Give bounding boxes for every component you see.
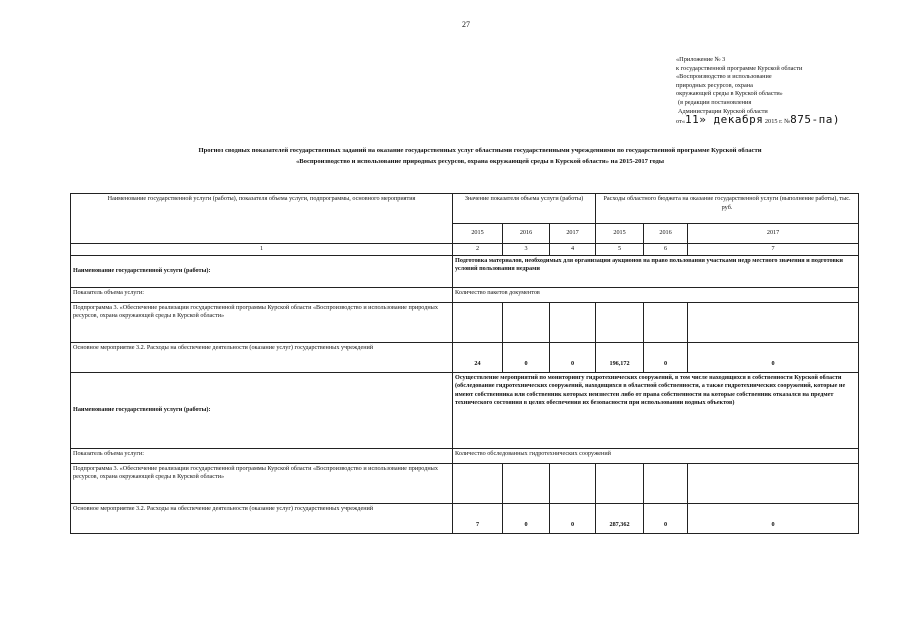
- service-label: Наименование государственной услуги (работы):: [71, 372, 453, 448]
- empty-cell: [503, 463, 550, 503]
- value-cell: 0: [644, 503, 688, 533]
- subprogram-row: [71, 302, 859, 342]
- appendix-line: к государственной программе Курской области: [676, 64, 803, 72]
- appendix-line: (в редакции постановления: [678, 98, 752, 106]
- column-number: 7: [688, 244, 859, 256]
- value-cell: 196,172: [596, 342, 644, 372]
- column-number: 6: [644, 244, 688, 256]
- appendix-line: «Приложение № 3: [676, 56, 726, 63]
- decree-number: 875-па): [790, 113, 840, 127]
- value-cell: 0: [688, 503, 859, 533]
- empty-cell: [550, 463, 596, 503]
- column-number: 3: [503, 244, 550, 256]
- empty-cell: [644, 463, 688, 503]
- service-text: Подготовка материалов, необходимых для организации аукционов на право пользования участками недр местного значения и подготовки условий пользования недрами: [453, 255, 859, 287]
- header-budget: Расходы областного бюджета на оказание государственной услуги (выполнение работы), тыс. руб.: [596, 194, 859, 224]
- indicator-text: Количество пакетов документов: [453, 287, 859, 302]
- value-cell: 0: [688, 342, 859, 372]
- date-month: » декабря: [699, 113, 764, 127]
- document-title: [60, 145, 900, 167]
- value-cell: 0: [550, 503, 596, 533]
- header-service-name: Наименование государственной услуги (работы), показателя объема услуги, подпрограммы, основного мероприятия: [71, 194, 453, 244]
- subprogram-text: Подпрограмма 3. «Обеспечение реализации государственной программы Курской области «Воспроизводство и использование природных ресурсов, охрана окружающей среды в Курской области»: [71, 463, 453, 503]
- column-number: 5: [596, 244, 644, 256]
- service-row: [71, 255, 859, 287]
- measure-row: [71, 342, 859, 372]
- header-volume: Значение показателя объема услуги (работы): [453, 194, 596, 224]
- year-cell: 2017: [688, 224, 859, 244]
- subprogram-row: [71, 463, 859, 503]
- service-text: Осуществление мероприятий по мониторингу гидротехнических сооружений, в том числе находящихся в собственности Курской области (обследование гидротехнических сооружений, находящихся в областной собственности, а также гидротехнических сооружений, которые не имеют собственника или собственник которых неизвестен либо от права собственности на которые собственник отказался на предмет технического состояния в целях обеспечения их безопасности при использовании водных объектов): [453, 372, 859, 448]
- empty-cell: [503, 302, 550, 342]
- year-cell: 2015: [596, 224, 644, 244]
- year-cell: 2016: [644, 224, 688, 244]
- empty-cell: [453, 302, 503, 342]
- indicator-label: Показатель объема услуги:: [71, 287, 453, 302]
- value-cell: 24: [453, 342, 503, 372]
- empty-cell: [688, 463, 859, 503]
- value-cell: 287,362: [596, 503, 644, 533]
- date-year: 2015 г. №: [764, 118, 791, 126]
- column-number: 4: [550, 244, 596, 256]
- indicator-row: [71, 448, 859, 463]
- appendix-line: Администрации Курской области: [678, 107, 768, 115]
- service-row: [71, 372, 859, 448]
- value-cell: 7: [453, 503, 503, 533]
- empty-cell: [596, 302, 644, 342]
- forecast-table: [70, 193, 859, 534]
- page-number: 27: [462, 20, 470, 29]
- year-cell: 2017: [550, 224, 596, 244]
- year-cell: 2016: [503, 224, 550, 244]
- indicator-row: [71, 287, 859, 302]
- appendix-note: [676, 56, 896, 127]
- column-number: 2: [453, 244, 503, 256]
- measure-row: [71, 503, 859, 533]
- indicator-label: Показатель объема услуги:: [71, 448, 453, 463]
- measure-text: Основное мероприятие 3.2. Расходы на обеспечение деятельности (оказание услуг) государственных учреждений: [71, 503, 453, 533]
- empty-cell: [688, 302, 859, 342]
- column-number: 1: [71, 244, 453, 256]
- header-row: [71, 194, 859, 224]
- service-label: Наименование государственной услуги (работы):: [71, 255, 453, 287]
- indicator-text: Количество обследованных гидротехнических сооружений: [453, 448, 859, 463]
- appendix-line: природных ресурсов, охрана: [676, 81, 753, 89]
- column-number-row: [71, 244, 859, 256]
- subprogram-text: Подпрограмма 3. «Обеспечение реализации государственной программы Курской области «Воспроизводство и использование природных ресурсов, охрана окружающей среды в Курской области»: [71, 302, 453, 342]
- year-cell: 2015: [453, 224, 503, 244]
- appendix-line: «Воспроизводство и использование: [676, 73, 772, 81]
- title-line-1: Прогноз сводных показателей государственных заданий на оказание государственных услуг областными государственными учреждениями по государственной программе Курской области: [198, 147, 762, 154]
- empty-cell: [453, 463, 503, 503]
- empty-cell: [596, 463, 644, 503]
- appendix-line: окружающей среды в Курской области»: [676, 90, 783, 98]
- measure-text: Основное мероприятие 3.2. Расходы на обеспечение деятельности (оказание услуг) государственных учреждений: [71, 342, 453, 372]
- date-day: 11: [684, 113, 700, 127]
- value-cell: 0: [550, 342, 596, 372]
- appendix-date: [676, 113, 896, 127]
- empty-cell: [644, 302, 688, 342]
- value-cell: 0: [644, 342, 688, 372]
- empty-cell: [550, 302, 596, 342]
- value-cell: 0: [503, 503, 550, 533]
- value-cell: 0: [503, 342, 550, 372]
- date-prefix: от«: [676, 118, 685, 126]
- title-line-2: «Воспроизводство и использование природных ресурсов, охрана окружающей среды в Курской области» на 2015-2017 годы: [295, 158, 665, 165]
